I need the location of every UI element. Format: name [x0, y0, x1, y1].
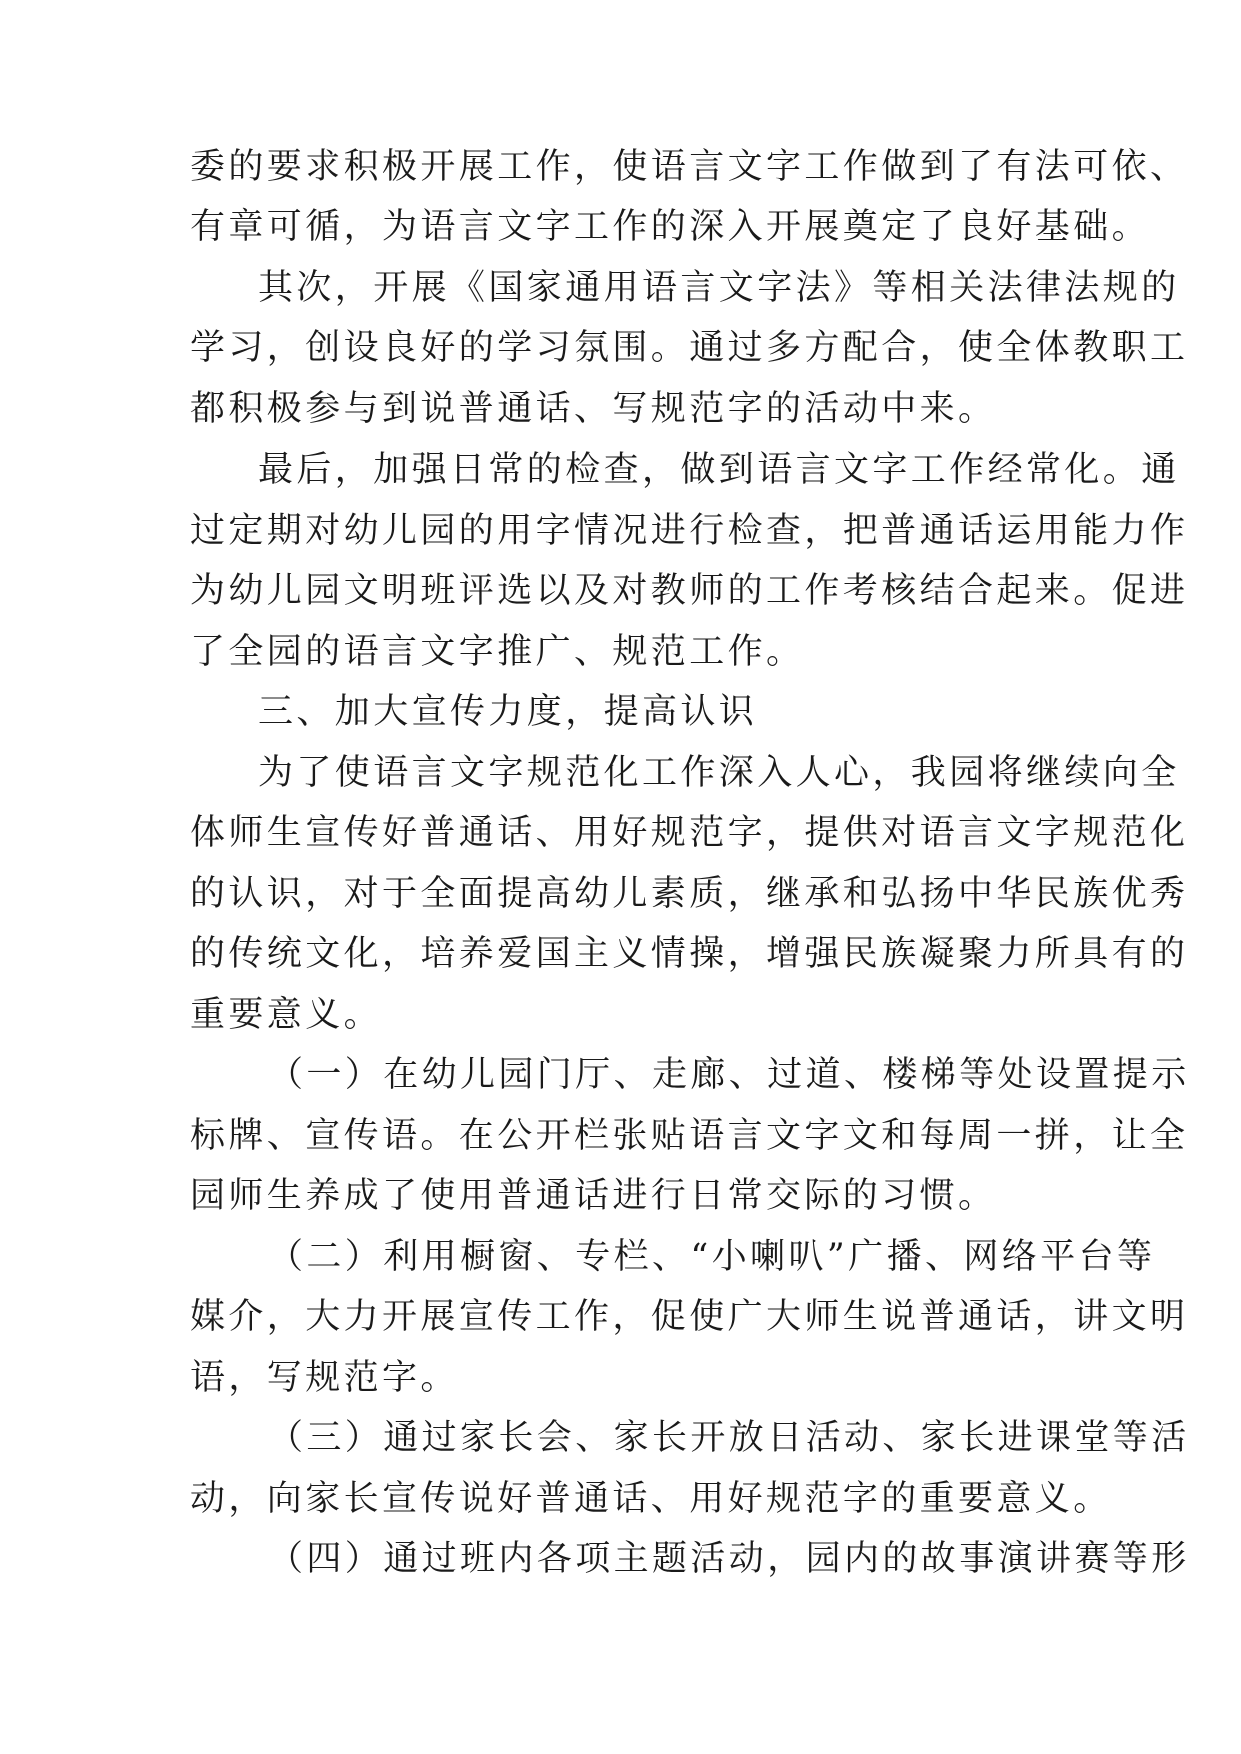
list-item-start: （四）通过班内各项主题活动，园内的故事演讲赛等形 — [268, 1539, 1190, 1579]
text-line: 动，向家长宣传说好普通话、用好规范字的重要意义。 — [190, 1479, 1112, 1519]
text-line: 为幼儿园文明班评选以及对教师的工作考核结合起来。促进 — [190, 571, 1189, 611]
paragraph-start: 其次，开展《国家通用语言文字法》等相关法律法规的 — [258, 268, 1180, 308]
list-item-start: （三）通过家长会、家长开放日活动、家长进课堂等活 — [268, 1418, 1190, 1458]
text-line: 都积极参与到说普通话、写规范字的活动中来。 — [190, 389, 997, 429]
text-line: 有章可循，为语言文字工作的深入开展奠定了良好基础。 — [190, 207, 1151, 247]
text-line: 过定期对幼儿园的用字情况进行检查，把普通话运用能力作 — [190, 511, 1189, 551]
text-line: 体师生宣传好普通话、用好规范字，提供对语言文字规范化 — [190, 813, 1189, 853]
text-line: 的认识，对于全面提高幼儿素质，继承和弘扬中华民族优秀 — [190, 874, 1189, 914]
text-line: 园师生养成了使用普通话进行日常交际的习惯。 — [190, 1176, 997, 1216]
list-item-start: （二）利用橱窗、专栏、“小喇叭”广播、网络平台等 — [268, 1237, 1156, 1277]
section-heading: 三、加大宣传力度，提高认识 — [258, 692, 758, 732]
text-line: 的传统文化，培养爱国主义情操，增强民族凝聚力所具有的 — [190, 934, 1189, 974]
text-line: 语，写规范字。 — [190, 1358, 459, 1398]
paragraph-start: 为了使语言文字规范化工作深入人心，我园将继续向全 — [258, 753, 1180, 793]
text-line: 媒介，大力开展宣传工作，促使广大师生说普通话，讲文明 — [190, 1297, 1189, 1337]
text-line: 标牌、宣传语。在公开栏张贴语言文字文和每周一拼，让全 — [190, 1116, 1189, 1156]
list-item-start: （一）在幼儿园门厅、走廊、过道、楼梯等处设置提示 — [268, 1055, 1190, 1095]
text-line: 重要意义。 — [190, 995, 383, 1035]
text-line: 委的要求积极开展工作，使语言文字工作做到了有法可依、 — [190, 147, 1189, 187]
text-line: 学习，创设良好的学习氛围。通过多方配合，使全体教职工 — [190, 328, 1189, 368]
paragraph-start: 最后，加强日常的检查，做到语言文字工作经常化。通 — [258, 450, 1180, 490]
text-line: 了全园的语言文字推广、规范工作。 — [190, 632, 805, 672]
